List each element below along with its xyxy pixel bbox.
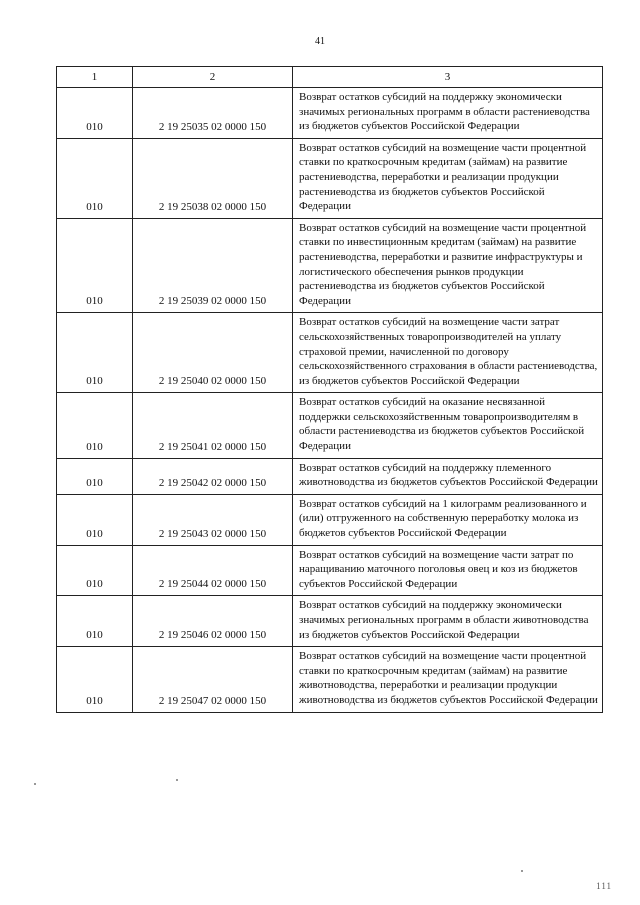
income-description: Возврат остатков субсидий на возмещение части процентной ставки по инвестиционным кредитам (займам) на развитие растениеводства, переработки и развитие инфраструктуры и логистического обеспечения рынков продукции растениеводства из бюджетов субъектов Российской Федерации xyxy=(293,218,603,313)
table-row xyxy=(57,458,603,494)
budget-code: 2 19 25035 02 0000 150 xyxy=(133,88,293,139)
budget-code: 2 19 25046 02 0000 150 xyxy=(133,596,293,647)
column-header-2: 2 xyxy=(133,67,293,88)
administrator-code: 010 xyxy=(57,494,133,545)
administrator-code: 010 xyxy=(57,313,133,393)
administrator-code: 010 xyxy=(57,458,133,494)
income-description: Возврат остатков субсидий на 1 килограмм реализованного и (или) отгруженного на собственную переработку молока из бюджетов субъектов Российской Федерации xyxy=(293,494,603,545)
budget-code: 2 19 25044 02 0000 150 xyxy=(133,545,293,596)
administrator-code: 010 xyxy=(57,88,133,139)
table-row xyxy=(57,647,603,712)
income-description: Возврат остатков субсидий на возмещение части процентной ставки по краткосрочным кредитам (займам) на развитие растениеводства, переработки и реализации продукции растениеводства из бюджетов субъектов Российской Федерации xyxy=(293,138,603,218)
column-header-1: 1 xyxy=(57,67,133,88)
administrator-code: 010 xyxy=(57,393,133,458)
income-description: Возврат остатков субсидий на возмещение части затрат по наращиванию маточного поголовья овец и коз из бюджетов субъектов Российской Федерации xyxy=(293,545,603,596)
table-row xyxy=(57,313,603,393)
table-row xyxy=(57,494,603,545)
income-description: Возврат остатков субсидий на поддержку экономически значимых региональных программ в области животноводства из бюджетов субъектов Российской Федерации xyxy=(293,596,603,647)
budget-code: 2 19 25039 02 0000 150 xyxy=(133,218,293,313)
table-row xyxy=(57,88,603,139)
budget-code: 2 19 25043 02 0000 150 xyxy=(133,494,293,545)
budget-code: 2 19 25047 02 0000 150 xyxy=(133,647,293,712)
table-header xyxy=(57,67,603,88)
income-description: Возврат остатков субсидий на поддержку экономически значимых региональных программ в области растениеводства из бюджетов субъектов Российской Федерации xyxy=(293,88,603,139)
footer-mark: 111 xyxy=(596,881,612,891)
table-row xyxy=(57,138,603,218)
budget-code: 2 19 25041 02 0000 150 xyxy=(133,393,293,458)
budget-classification-table xyxy=(56,66,603,713)
administrator-code: 010 xyxy=(57,647,133,712)
administrator-code: 010 xyxy=(57,545,133,596)
income-description: Возврат остатков субсидий на возмещение части затрат сельскохозяйственных товаропроизводителей на уплату страховой премии, начисленной по договору сельскохозяйственного страхования в области растениеводства, из бюджетов субъектов Российской Федерации xyxy=(293,313,603,393)
budget-code: 2 19 25040 02 0000 150 xyxy=(133,313,293,393)
administrator-code: 010 xyxy=(57,138,133,218)
scan-speck xyxy=(176,779,178,781)
table-body xyxy=(57,88,603,713)
scan-speck xyxy=(521,870,523,872)
income-description: Возврат остатков субсидий на возмещение части процентной ставки по краткосрочным кредитам (займам) на развитие животноводства, переработки и реализации продукции животноводства из бюджетов субъектов Российской Федерации xyxy=(293,647,603,712)
table-row xyxy=(57,218,603,313)
table-row xyxy=(57,545,603,596)
income-description: Возврат остатков субсидий на оказание несвязанной поддержки сельскохозяйственным товаропроизводителям в области растениеводства из бюджетов субъектов Российской Федерации xyxy=(293,393,603,458)
administrator-code: 010 xyxy=(57,596,133,647)
scan-speck xyxy=(34,783,36,785)
budget-code: 2 19 25042 02 0000 150 xyxy=(133,458,293,494)
budget-code: 2 19 25038 02 0000 150 xyxy=(133,138,293,218)
page-number: 41 xyxy=(315,36,325,47)
table-row xyxy=(57,596,603,647)
column-header-3: 3 xyxy=(293,67,603,88)
income-description: Возврат остатков субсидий на поддержку племенного животноводства из бюджетов субъектов Российской Федерации xyxy=(293,458,603,494)
table-row xyxy=(57,393,603,458)
administrator-code: 010 xyxy=(57,218,133,313)
table-header-row xyxy=(57,67,603,88)
